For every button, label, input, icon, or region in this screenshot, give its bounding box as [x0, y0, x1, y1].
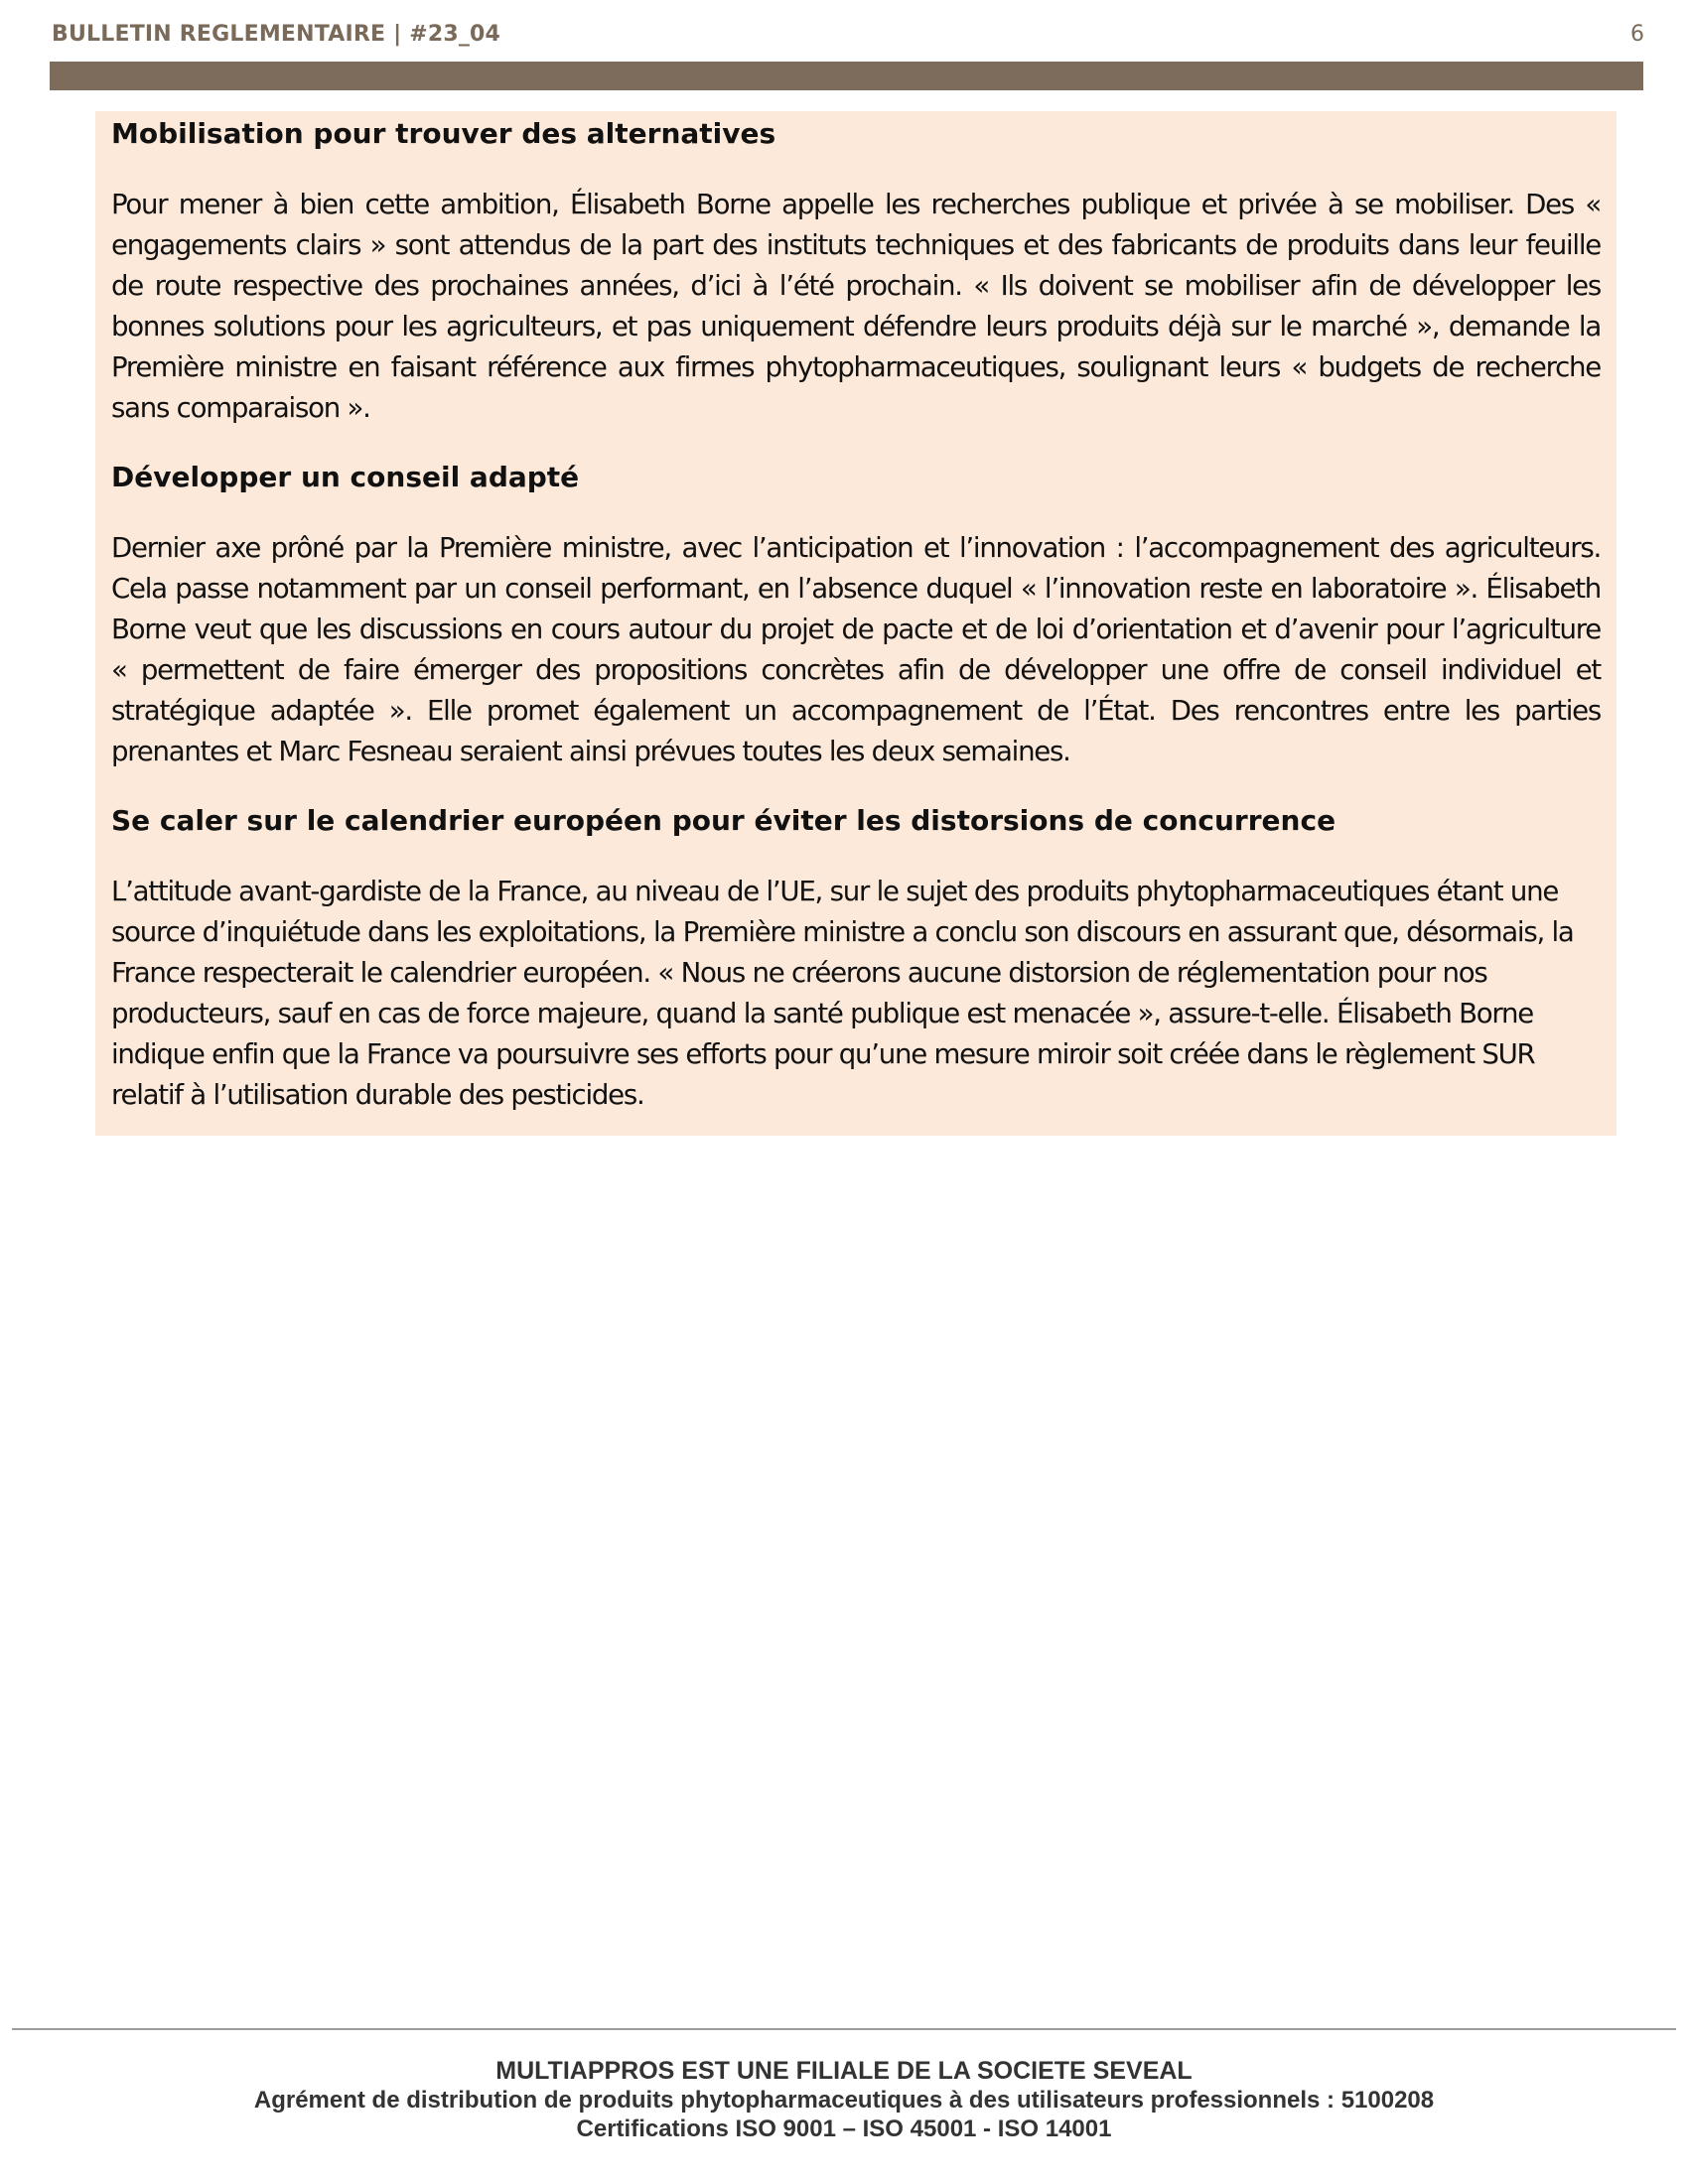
page-footer — [0, 2057, 1688, 2143]
article-box — [95, 111, 1617, 1136]
footer-divider — [12, 2028, 1676, 2030]
section-heading-conseil: Développer un conseil adapté — [111, 461, 580, 493]
section-paragraph-conseil: Dernier axe prôné par la Première ministre, avec l’anticipation et l’innovation : l’accompagnement des agriculteurs. Cela passe notamment par un conseil performant, en l’absence duquel « l’innovation reste en laboratoire ». Élisabeth Borne veut que les discussions en cours autour du projet de pacte et de loi d’orientation et d’avenir pour l’agriculture « permettent de faire émerger des propositions concrètes afin de développer une offre de conseil individuel et stratégique adaptée ». Elle promet également un accompagnement de l’État. Des rencontres entre les parties prenantes et Marc Fesneau seraient ainsi prévues toutes les deux semaines. — [111, 531, 1601, 767]
header-divider-bar — [50, 62, 1643, 90]
section-paragraph-alternatives: Pour mener à bien cette ambition, Élisabeth Borne appelle les recherches publique et privée à se mobiliser. Des « engagements clairs » sont attendus de la part des instituts techniques et des fabricants de produits dans leur feuille de route respective des prochaines années, d’ici à l’été prochain. « Ils doivent se mobiliser afin de développer les bonnes solutions pour les agriculteurs, et pas uniquement défendre leurs produits déjà sur le marché », demande la Première ministre en faisant référence aux firmes phytopharmaceutiques, soulignant leurs « budgets de recherche sans comparaison ». — [111, 188, 1601, 424]
bulletin-title: BULLETIN REGLEMENTAIRE | #23_04 — [52, 22, 501, 47]
section-heading-calendrier: Se caler sur le calendrier européen pour éviter les distorsions de concurrence — [111, 804, 1336, 837]
section-heading-alternatives: Mobilisation pour trouver des alternatives — [111, 117, 776, 150]
footer-approval-line: Agrément de distribution de produits phytopharmaceutiques à des utilisateurs professionnels : 5100208 — [253, 2087, 1435, 2114]
page-number: 6 — [1630, 22, 1644, 47]
section-paragraph-calendrier: L’attitude avant-gardiste de la France, au niveau de l’UE, sur le sujet des produits phytopharmaceutiques étant une source d’inquiétude dans les exploitations, la Première ministre a conclu son discours en assurant que, désormais, la France respecterait le calendrier européen. « Nous ne créerons aucune distorsion de réglementation pour nos producteurs, sauf en cas de force majeure, quand la santé publique est menacée », assure-t-elle. Élisabeth Borne indique enfin que la France va poursuivre ses efforts pour qu’une mesure miroir soit créée dans le règlement SUR relatif à l’utilisation durable des pesticides. — [111, 875, 1574, 1111]
footer-certifications-line: Certifications ISO 9001 – ISO 45001 - ISO 14001 — [576, 2116, 1112, 2142]
footer-company-line: MULTIAPPROS EST UNE FILIALE DE LA SOCIETE SEVEAL — [495, 2057, 1193, 2085]
